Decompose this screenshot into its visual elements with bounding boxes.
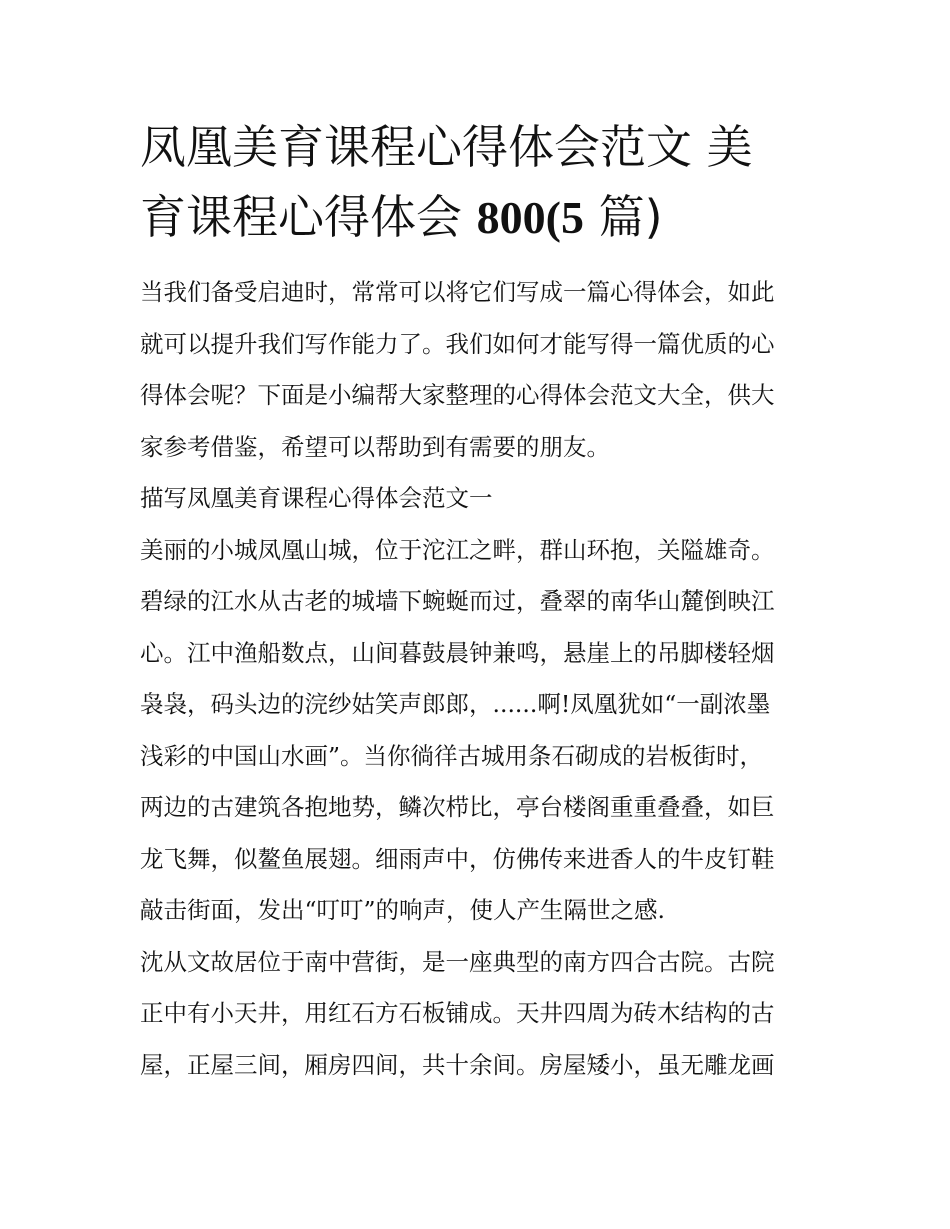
paragraph-line: 屋，正屋三间，厢房四间，共十余间。房屋矮小，虽无雕龙画 <box>140 1050 775 1079</box>
intro-line: 当我们备受启迪时，常常可以将它们写成一篇心得体会，如此 <box>140 278 775 306</box>
title-line-2 <box>140 182 812 253</box>
body-paragraph-1 <box>140 525 812 937</box>
paragraph-line: 浅彩的中国山水画”。当你徜徉古城用条石砌成的岩板街时， <box>140 741 764 770</box>
body-paragraph-2 <box>140 937 812 1092</box>
paragraph-line: 美丽的小城凤凰山城，位于沱江之畔，群山环抱，关隘雄奇。 <box>140 535 775 564</box>
title-line-2-suffix: 篇) <box>583 190 663 244</box>
document-title <box>140 112 812 253</box>
paragraph-line: 龙飞舞，似鳌鱼展翅。细雨声中，仿佛传来进香人的牛皮钉鞋 <box>140 844 775 873</box>
paragraph-line: 敲击街面，发出“叮叮”的响声，使人产生隔世之感. <box>140 896 665 924</box>
paragraph-line: 正中有小天井，用红石方石板铺成。天井四周为砖木结构的古 <box>140 999 775 1027</box>
intro-line: 得体会呢？下面是小编帮大家整理的心得体会范文大全，供大 <box>140 381 775 409</box>
title-line-2-prefix: 育课程心得体会 <box>140 190 477 244</box>
title-line-1: 凤凰美育课程心得体会范文 美 <box>140 120 753 174</box>
intro-line: 就可以提升我们写作能力了。我们如何才能写得一篇优质的心 <box>140 329 775 358</box>
intro-line: 家参考借鉴，希望可以帮助到有需要的朋友。 <box>140 432 610 461</box>
paragraph-line: 沈从文故居位于南中营街，是一座典型的南方四合古院。古院 <box>140 947 775 976</box>
paragraph-line: 心。江中渔船数点，山间暮鼓晨钟兼鸣，悬崖上的吊脚楼轻烟 <box>140 638 775 667</box>
intro-paragraph <box>140 267 812 473</box>
paragraph-line: 碧绿的江水从古老的城墙下蜿蜒而过，叠翠的南华山麓倒映江 <box>140 587 775 615</box>
title-line-2-number: 800(5 <box>476 192 584 243</box>
section-heading: 描写凤凰美育课程心得体会范文一 <box>140 484 493 512</box>
paragraph-line: 两边的古建筑各抱地势，鳞次栉比，亭台楼阁重重叠叠，如巨 <box>140 793 775 821</box>
paragraph-line: 袅袅，码头边的浣纱姑笑声郎郎，......啊!凤凰犹如“一副浓墨 <box>140 690 771 718</box>
document-content <box>140 112 812 1091</box>
